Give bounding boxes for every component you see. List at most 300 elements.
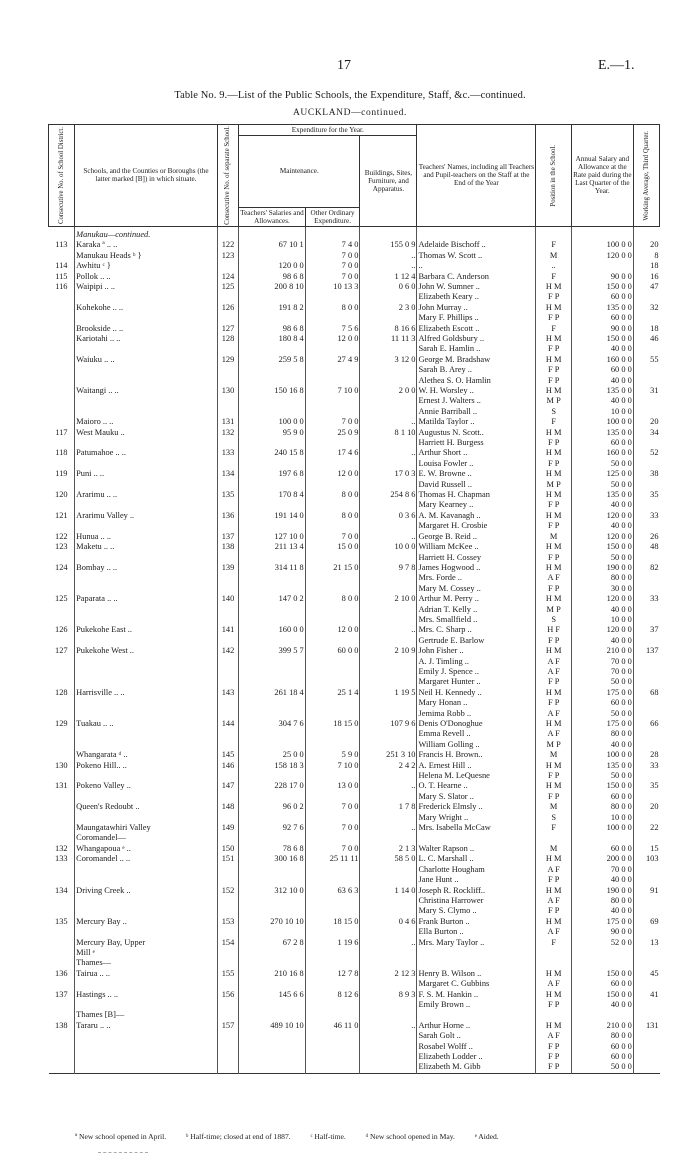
table-row <box>49 584 660 594</box>
header-attendance: Working Average, Third Quarter. <box>633 125 659 227</box>
cell-position: A F <box>536 709 572 719</box>
cell-school-name: Whangapoua ᵉ .. <box>75 844 218 854</box>
cell-school-name <box>75 344 218 354</box>
cell-salary: 80 0 0 <box>571 896 633 906</box>
cell-salary: 120 0 0 <box>571 511 633 521</box>
cell-attendance: 48 <box>633 542 659 552</box>
cell-salary: 40 0 0 <box>571 605 633 615</box>
cell-teacher-name <box>417 958 536 968</box>
cell-buildings <box>360 709 417 719</box>
table-row <box>49 490 660 500</box>
cell-teachers-salaries: 314 11 8 <box>239 563 306 573</box>
cell-teachers-salaries: 197 6 8 <box>239 469 306 479</box>
cell-school-no <box>217 261 238 271</box>
cell-teachers-salaries: 240 15 8 <box>239 448 306 458</box>
cell-attendance <box>633 709 659 719</box>
cell-school-name <box>75 729 218 739</box>
cell-teacher-name <box>417 1010 536 1020</box>
cell-position: F P <box>536 365 572 375</box>
cell-salary: 50 0 0 <box>571 677 633 687</box>
cell-school-name: Maketu .. .. <box>75 542 218 552</box>
cell-other-expenditure: 5 9 0 <box>305 750 360 760</box>
cell-teachers-salaries <box>239 344 306 354</box>
cell-position: F P <box>536 584 572 594</box>
cell-school-name: Queen's Redoubt .. <box>75 802 218 812</box>
cell-other-expenditure <box>305 771 360 781</box>
cell-school-name: Ararimu .. .. <box>75 490 218 500</box>
cell-teacher-name: Sarah Golt .. <box>417 1031 536 1041</box>
cell-school-no: 144 <box>217 719 238 729</box>
cell-teacher-name: James Hogwood .. <box>417 563 536 573</box>
cell-attendance <box>633 667 659 677</box>
cell-district-no <box>49 376 75 386</box>
cell-position: F P <box>536 875 572 885</box>
table-row <box>49 719 660 729</box>
cell-salary: 60 0 0 <box>571 792 633 802</box>
cell-school-no <box>217 833 238 843</box>
cell-buildings <box>360 1042 417 1052</box>
cell-other-expenditure: 63 6 3 <box>305 886 360 896</box>
table-row <box>49 833 660 843</box>
cell-attendance <box>633 1000 659 1010</box>
cell-school-no <box>217 1042 238 1052</box>
cell-buildings: 0 6 0 <box>360 282 417 292</box>
cell-school-name <box>75 771 218 781</box>
cell-salary: 40 0 0 <box>571 344 633 354</box>
cell-school-name <box>75 1052 218 1062</box>
table-row <box>49 376 660 386</box>
table-row <box>49 594 660 604</box>
cell-position: H M <box>536 428 572 438</box>
cell-teachers-salaries <box>239 396 306 406</box>
cell-attendance <box>633 865 659 875</box>
cell-school-name: Harrisville .. .. <box>75 688 218 698</box>
cell-position: F <box>536 240 572 250</box>
cell-buildings: 2 1 3 <box>360 844 417 854</box>
cell-school-name: Patumahoe .. .. <box>75 448 218 458</box>
cell-school-no <box>217 1010 238 1020</box>
cell-teachers-salaries: 259 5 8 <box>239 355 306 365</box>
cell-teacher-name: Ernest J. Walters .. <box>417 396 536 406</box>
cell-school-name: Tairua .. .. <box>75 969 218 979</box>
cell-buildings <box>360 875 417 885</box>
cell-teachers-salaries <box>239 792 306 802</box>
cell-buildings <box>360 376 417 386</box>
cell-district-no <box>49 386 75 396</box>
cell-attendance <box>633 344 659 354</box>
cell-salary: 210 0 0 <box>571 1021 633 1031</box>
cell-salary: 50 0 0 <box>571 1062 633 1073</box>
cell-salary: 40 0 0 <box>571 875 633 885</box>
table-row <box>49 896 660 906</box>
cell-school-no <box>217 792 238 802</box>
table-row <box>49 355 660 365</box>
table-row <box>49 958 660 968</box>
table-row <box>49 313 660 323</box>
cell-salary: 40 0 0 <box>571 500 633 510</box>
footnotes <box>75 1132 675 1141</box>
cell-teacher-name: Arthur Short .. <box>417 448 536 458</box>
cell-teachers-salaries <box>239 459 306 469</box>
cell-district-no <box>49 584 75 594</box>
cell-school-no: 133 <box>217 448 238 458</box>
cell-attendance <box>633 396 659 406</box>
table-row <box>49 938 660 948</box>
cell-position: A F <box>536 573 572 583</box>
cell-salary: 135 0 0 <box>571 761 633 771</box>
cell-teachers-salaries: 127 10 0 <box>239 532 306 542</box>
cell-school-no: 154 <box>217 938 238 948</box>
table-row <box>49 251 660 261</box>
cell-teacher-name: A. M. Kavanagh .. <box>417 511 536 521</box>
cell-salary: 125 0 0 <box>571 469 633 479</box>
cell-buildings: 2 10 0 <box>360 594 417 604</box>
cell-school-no: 152 <box>217 886 238 896</box>
cell-teachers-salaries <box>239 667 306 677</box>
cell-salary: 175 0 0 <box>571 917 633 927</box>
cell-attendance <box>633 376 659 386</box>
cell-attendance: 33 <box>633 594 659 604</box>
cell-school-name: Pollok .. .. <box>75 272 218 282</box>
cell-school-name: Maungatawhiri Valley <box>75 823 218 833</box>
cell-attendance <box>633 958 659 968</box>
cell-attendance <box>633 1042 659 1052</box>
cell-teachers-salaries: 67 2 8 <box>239 938 306 948</box>
cell-teacher-name: Francis H. Brown.. <box>417 750 536 760</box>
cell-teacher-name: Jemima Robb .. <box>417 709 536 719</box>
cell-buildings <box>360 813 417 823</box>
cell-salary: 90 0 0 <box>571 272 633 282</box>
cell-other-expenditure: 60 0 0 <box>305 646 360 656</box>
cell-school-no <box>217 459 238 469</box>
cell-attendance: 137 <box>633 646 659 656</box>
cell-teachers-salaries <box>239 927 306 937</box>
table-row <box>49 646 660 656</box>
cell-teacher-name: Harriett H. Cossey <box>417 553 536 563</box>
table-row <box>49 917 660 927</box>
cell-other-expenditure: 46 11 0 <box>305 1021 360 1031</box>
cell-district-no: 119 <box>55 469 68 479</box>
cell-attendance <box>633 948 659 958</box>
cell-teacher-name: Margaret Hunter .. <box>417 677 536 687</box>
cell-buildings <box>360 500 417 510</box>
cell-attendance: 52 <box>633 448 659 458</box>
table-row <box>49 511 660 521</box>
cell-salary: 70 0 0 <box>571 865 633 875</box>
cell-buildings <box>360 438 417 448</box>
cell-teacher-name: Margaret H. Crosbie <box>417 521 536 531</box>
cell-salary <box>571 948 633 958</box>
cell-teacher-name: Henry B. Wilson .. <box>417 969 536 979</box>
cell-teachers-salaries <box>239 365 306 375</box>
cell-school-no <box>217 771 238 781</box>
cell-buildings <box>360 740 417 750</box>
table-row <box>49 854 660 864</box>
cell-teachers-salaries: 145 6 6 <box>239 990 306 1000</box>
cell-district-no: 124 <box>55 562 68 572</box>
cell-buildings <box>360 958 417 968</box>
cell-teachers-salaries <box>239 251 306 261</box>
table-row <box>49 657 660 667</box>
cell-district-no <box>49 979 75 989</box>
cell-attendance: 46 <box>633 334 659 344</box>
cell-buildings: 251 3 10 <box>360 750 417 760</box>
cell-position: F P <box>536 906 572 916</box>
cell-teachers-salaries: 98 6 8 <box>239 272 306 282</box>
cell-other-expenditure <box>305 1062 360 1073</box>
cell-teacher-name: Mary M. Cossey .. <box>417 584 536 594</box>
cell-other-expenditure: 25 0 9 <box>305 428 360 438</box>
cell-school-no <box>217 709 238 719</box>
cell-other-expenditure: 8 0 0 <box>305 303 360 313</box>
cell-teacher-name: A. Ernest Hill .. <box>417 761 536 771</box>
cell-salary: 120 0 0 <box>571 625 633 635</box>
cell-other-expenditure <box>305 521 360 531</box>
cell-buildings <box>360 833 417 843</box>
cell-position: M <box>536 532 572 542</box>
cell-attendance <box>633 521 659 531</box>
cell-attendance <box>633 771 659 781</box>
cell-school-no <box>217 605 238 615</box>
cell-teachers-salaries: 228 17 0 <box>239 781 306 791</box>
cell-other-expenditure: 8 0 0 <box>305 511 360 521</box>
cell-school-name <box>75 875 218 885</box>
cell-other-expenditure: 17 4 6 <box>305 448 360 458</box>
cell-school-no <box>217 677 238 687</box>
cell-teacher-name: William McKee .. <box>417 542 536 552</box>
cell-other-expenditure <box>305 313 360 323</box>
cell-teachers-salaries: 25 0 0 <box>239 750 306 760</box>
schools-table <box>48 124 660 1074</box>
cell-district-no: 130 <box>55 760 68 770</box>
cell-position: F P <box>536 376 572 386</box>
cell-school-no <box>217 636 238 646</box>
cell-teacher-name: W. H. Worsley .. <box>417 386 536 396</box>
cell-district-no <box>49 226 75 240</box>
cell-school-no <box>217 1052 238 1062</box>
cell-position: F P <box>536 677 572 687</box>
cell-position: F P <box>536 553 572 563</box>
cell-teachers-salaries <box>239 313 306 323</box>
table-row <box>49 563 660 573</box>
cell-position: H M <box>536 594 572 604</box>
cell-other-expenditure: 7 10 0 <box>305 761 360 771</box>
cell-district-no <box>49 500 75 510</box>
footnote: ᶜ Half-time. <box>310 1132 346 1141</box>
cell-other-expenditure: 7 0 0 <box>305 272 360 282</box>
cell-school-no <box>217 365 238 375</box>
cell-district-no <box>49 813 75 823</box>
cell-teacher-name: Elizabeth M. Gibb <box>417 1062 536 1073</box>
cell-district-no <box>49 698 75 708</box>
cell-teacher-name: George B. Reid .. <box>417 532 536 542</box>
cell-salary: 50 0 0 <box>571 709 633 719</box>
cell-other-expenditure <box>305 226 360 240</box>
cell-buildings: 2 10 9 <box>360 646 417 656</box>
cell-teachers-salaries <box>239 292 306 302</box>
cell-school-no <box>217 344 238 354</box>
cell-teacher-name: O. T. Hearne .. <box>417 781 536 791</box>
cell-teacher-name: Adrian T. Kelly .. <box>417 605 536 615</box>
cell-position: F P <box>536 1042 572 1052</box>
cell-position: F P <box>536 1000 572 1010</box>
cell-school-no <box>217 927 238 937</box>
cell-teacher-name <box>417 948 536 958</box>
cell-salary: 120 0 0 <box>571 532 633 542</box>
table-row <box>49 428 660 438</box>
cell-position: H M <box>536 886 572 896</box>
cell-teacher-name: Neil H. Kennedy .. <box>417 688 536 698</box>
cell-position: F <box>536 324 572 334</box>
header-other-expenditure: Other Ordinary Expenditure. <box>305 207 360 226</box>
cell-position: F P <box>536 636 572 646</box>
cell-buildings <box>360 365 417 375</box>
cell-attendance: 103 <box>633 854 659 864</box>
table-row <box>49 240 660 250</box>
cell-buildings: 8 9 3 <box>360 990 417 1000</box>
cell-position: F P <box>536 1052 572 1062</box>
cell-salary: 160 0 0 <box>571 448 633 458</box>
cell-district-no: 133 <box>55 854 68 864</box>
cell-school-name: Hunua .. .. <box>75 532 218 542</box>
cell-teachers-salaries: 180 8 4 <box>239 334 306 344</box>
cell-school-name <box>75 1062 218 1073</box>
table-row <box>49 813 660 823</box>
cell-attendance: 8 <box>633 251 659 261</box>
page-number: 17 <box>337 58 351 73</box>
cell-salary: 80 0 0 <box>571 802 633 812</box>
cell-buildings <box>360 226 417 240</box>
cell-school-no: 156 <box>217 990 238 1000</box>
cell-school-no <box>217 292 238 302</box>
cell-buildings <box>360 698 417 708</box>
cell-school-no: 151 <box>217 854 238 864</box>
cell-teachers-salaries <box>239 698 306 708</box>
cell-teacher-name: Mary Wright .. <box>417 813 536 823</box>
cell-teachers-salaries <box>239 480 306 490</box>
cell-district-no: 134 <box>55 885 68 895</box>
cell-other-expenditure <box>305 1031 360 1041</box>
cell-buildings <box>360 1000 417 1010</box>
cell-other-expenditure <box>305 667 360 677</box>
cell-district-no: 114 <box>55 261 68 271</box>
cell-teachers-salaries <box>239 500 306 510</box>
cell-salary: 200 0 0 <box>571 854 633 864</box>
cell-district-no <box>49 802 75 812</box>
cell-position: F P <box>536 521 572 531</box>
cell-position: F <box>536 938 572 948</box>
cell-attendance <box>633 927 659 937</box>
cell-other-expenditure: 18 15 0 <box>305 719 360 729</box>
cell-buildings: 0 4 6 <box>360 917 417 927</box>
table-row <box>49 927 660 937</box>
table-row <box>49 615 660 625</box>
cell-position: H M <box>536 990 572 1000</box>
cell-attendance: 66 <box>633 719 659 729</box>
cell-other-expenditure <box>305 500 360 510</box>
cell-buildings <box>360 948 417 958</box>
cell-district-no <box>49 958 75 968</box>
cell-teachers-salaries <box>239 948 306 958</box>
cell-school-no <box>217 573 238 583</box>
cell-school-no <box>217 480 238 490</box>
cell-teachers-salaries <box>239 958 306 968</box>
cell-position: A F <box>536 667 572 677</box>
table-row <box>49 303 660 313</box>
cell-attendance <box>633 1010 659 1020</box>
cell-other-expenditure: 7 0 0 <box>305 802 360 812</box>
cell-school-name <box>75 292 218 302</box>
cell-teachers-salaries <box>239 729 306 739</box>
cell-district-no: 113 <box>55 240 68 250</box>
table-row <box>49 344 660 354</box>
cell-district-no: 132 <box>55 843 68 853</box>
cell-other-expenditure <box>305 948 360 958</box>
cell-salary <box>571 958 633 968</box>
cell-district-no: 121 <box>55 510 68 520</box>
cell-school-name <box>75 927 218 937</box>
cell-teachers-salaries <box>239 771 306 781</box>
cell-teachers-salaries: 312 10 0 <box>239 886 306 896</box>
cell-buildings: 3 12 0 <box>360 355 417 365</box>
cell-buildings <box>360 1010 417 1020</box>
table-row <box>49 740 660 750</box>
cell-district-no <box>49 896 75 906</box>
cell-salary: 10 0 0 <box>571 407 633 417</box>
cell-school-name: Waiuku .. .. <box>75 355 218 365</box>
cell-salary: 10 0 0 <box>571 813 633 823</box>
table-row <box>49 709 660 719</box>
cell-buildings <box>360 729 417 739</box>
header-teachers: Teachers' Names, including all Teachers and Pupil-teachers on the Staff at the End of the Year <box>417 125 536 227</box>
cell-other-expenditure <box>305 729 360 739</box>
cell-other-expenditure: 7 0 0 <box>305 417 360 427</box>
cell-district-no <box>49 573 75 583</box>
cell-district-no <box>49 1031 75 1041</box>
cell-buildings: 2 3 0 <box>360 303 417 313</box>
cell-teacher-name: Sarah E. Hamlin .. <box>417 344 536 354</box>
cell-position: H M <box>536 781 572 791</box>
cell-position: H M <box>536 355 572 365</box>
cell-attendance <box>633 979 659 989</box>
cell-district-no <box>49 1062 75 1073</box>
table-row <box>49 625 660 635</box>
cell-salary: 40 0 0 <box>571 906 633 916</box>
cell-teachers-salaries <box>239 1042 306 1052</box>
cell-school-no <box>217 615 238 625</box>
cell-teacher-name <box>417 833 536 843</box>
cell-other-expenditure <box>305 1042 360 1052</box>
cell-buildings <box>360 1062 417 1073</box>
cell-other-expenditure: 12 0 0 <box>305 334 360 344</box>
cell-salary: 40 0 0 <box>571 376 633 386</box>
cell-school-name <box>75 553 218 563</box>
cell-attendance <box>633 792 659 802</box>
cell-other-expenditure: 7 10 0 <box>305 386 360 396</box>
cell-school-name <box>75 906 218 916</box>
cell-teachers-salaries: 210 16 8 <box>239 969 306 979</box>
cell-attendance: 35 <box>633 781 659 791</box>
cell-buildings <box>360 906 417 916</box>
cell-buildings: 10 0 0 <box>360 542 417 552</box>
cell-district-no <box>49 750 75 760</box>
cell-other-expenditure <box>305 813 360 823</box>
cell-district-no <box>49 938 75 948</box>
cell-school-no <box>217 813 238 823</box>
cell-position: M P <box>536 480 572 490</box>
cell-salary: 210 0 0 <box>571 646 633 656</box>
cell-school-name: Bombay .. .. <box>75 563 218 573</box>
